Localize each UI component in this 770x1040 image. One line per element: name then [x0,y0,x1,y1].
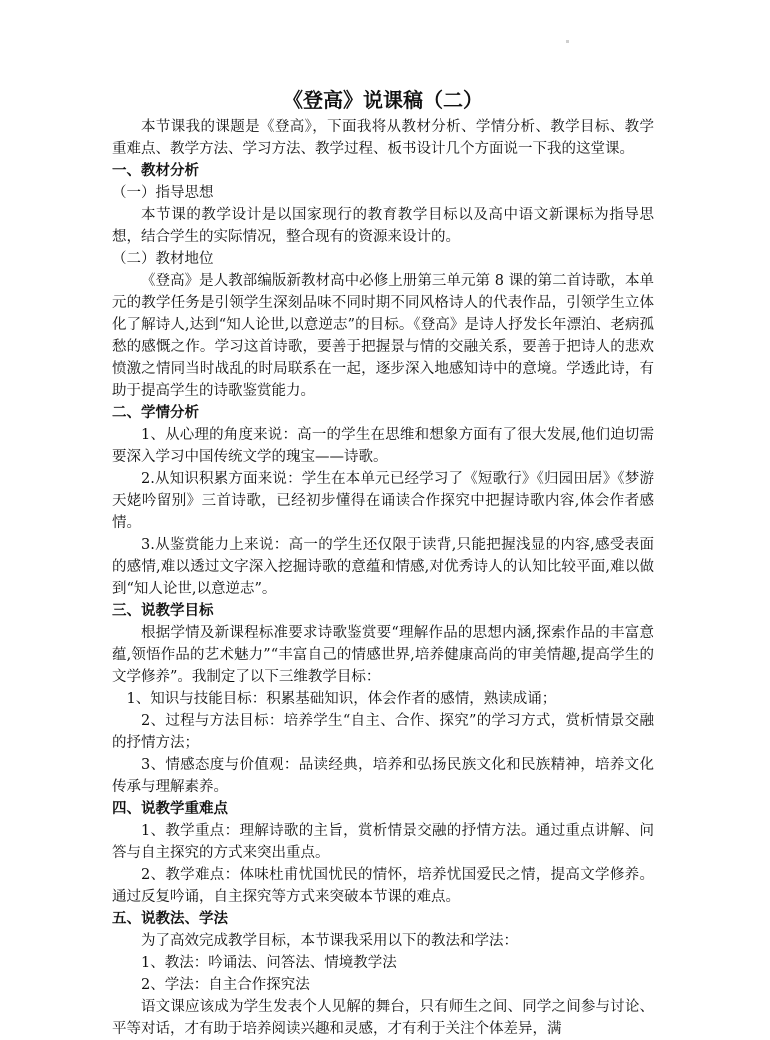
section-3-goal-3: 3、情感态度与价值观：品读经典，培养和弘扬民族文化和民族精神，培养文化传承与理解素养。 [112,757,654,795]
section-1-paragraph-1: 本节课的教学设计是以国家现行的教育教学目标以及高中语文新课标为指导思想，结合学生的实际情况，整合现有的资源来设计的。 [112,207,654,245]
section-3-heading: 三、说教学目标 [112,602,214,619]
section-3-paragraph-1: 根据学情及新课程标准要求诗歌鉴赏要“理解作品的思想内涵,探索作品的丰富意蕴,领悟作品的艺术魅力”“丰富自己的情感世界,培养健康高尚的审美情趣,提高学生的文学修养”。我制定了以下三维教学目标： [112,625,654,685]
section-1-heading: 一、教材分析 [112,162,199,179]
section-2-heading: 二、学情分析 [112,404,199,421]
section-4-paragraph-2: 2、教学难点：体味杜甫忧国忧民的情怀，培养忧国爱民之情，提高文学修养。通过反复吟诵，自主探究等方式来突破本节课的难点。 [112,867,654,905]
section-2-paragraph-1: 1、从心理的角度来说：高一的学生在思维和想象方面有了很大发展,他们迫切需要深入学习中国传统文学的瑰宝——诗歌。 [112,427,654,465]
section-1-paragraph-2: 《登高》是人教部编版新教材高中必修上册第三单元第 8 课的第二首诗歌，本单元的教学任务是引领学生深刻品味不同时期不同风格诗人的代表作品，引领学生立体化了解诗人,达到“知人论世,以意逆志”的目标。《登高》是诗人抒发长年漂泊、老病孤愁的感慨之作。学习这首诗歌，要善于把握景与情的交融关系，要善于把诗人的悲欢愤激之情同当时战乱的时局联系在一起，逐步深入地感知诗中的意境。学透此诗，有助于提高学生的诗歌鉴赏能力。 [112,273,654,399]
section-3-goal-2: 2、过程与方法目标：培养学生“自主、合作、探究”的学习方式，赏析情景交融的抒情方法； [112,713,654,751]
section-5-paragraph-1: 为了高效完成教学目标，本节课我采用以下的教法和学法： [141,933,518,949]
section-1-sub-1: （一）指导思想 [112,185,214,201]
section-5-teaching-methods: 1、教法：吟诵法、问答法、情境教学法 [141,955,397,971]
section-2-paragraph-2: 2.从知识积累方面来说：学生在本单元已经学习了《短歌行》《归园田居》《梦游天姥吟留别》三首诗歌，已经初步懂得在诵读合作探究中把握诗歌内容,体会作者感情。 [112,471,654,531]
section-3-goal-1: 1、知识与技能目标：积累基础知识，体会作者的感情，熟读成诵； [126,691,557,707]
document-body [112,86,654,1040]
section-5-paragraph-4: 语文课应该成为学生发表个人见解的舞台，只有师生之间、同学之间参与讨论、平等对话，才有助于培养阅读兴趣和灵感，才有利于关注个体差异，满 [112,999,654,1037]
intro-paragraph: 本节课我的课题是《登高》，下面我将从教材分析、学情分析、教学目标、教学重难点、教学方法、学习方法、教学过程、板书设计几个方面说一下我的这堂课。 [112,119,654,157]
section-4-paragraph-1: 1、教学重点：理解诗歌的主旨，赏析情景交融的抒情方法。通过重点讲解、问答与自主探究的方式来突出重点。 [112,823,654,861]
section-4-heading: 四、说教学重难点 [112,800,228,817]
corner-dot [566,40,569,43]
section-1-sub-2: （二）教材地位 [112,251,214,267]
section-5-heading: 五、说教法、学法 [112,910,228,927]
section-5-learning-methods: 2、学法：自主合作探究法 [141,977,310,993]
document-title: 《登高》说课稿（二） [283,88,483,112]
section-2-paragraph-3: 3.从鉴赏能力上来说：高一的学生还仅限于读背,只能把握浅显的内容,感受表面的感情,难以透过文字深入挖掘诗歌的意蕴和情感,对优秀诗人的认知比较平面,难以做到“知人论世,以意逆志”。 [112,537,654,597]
